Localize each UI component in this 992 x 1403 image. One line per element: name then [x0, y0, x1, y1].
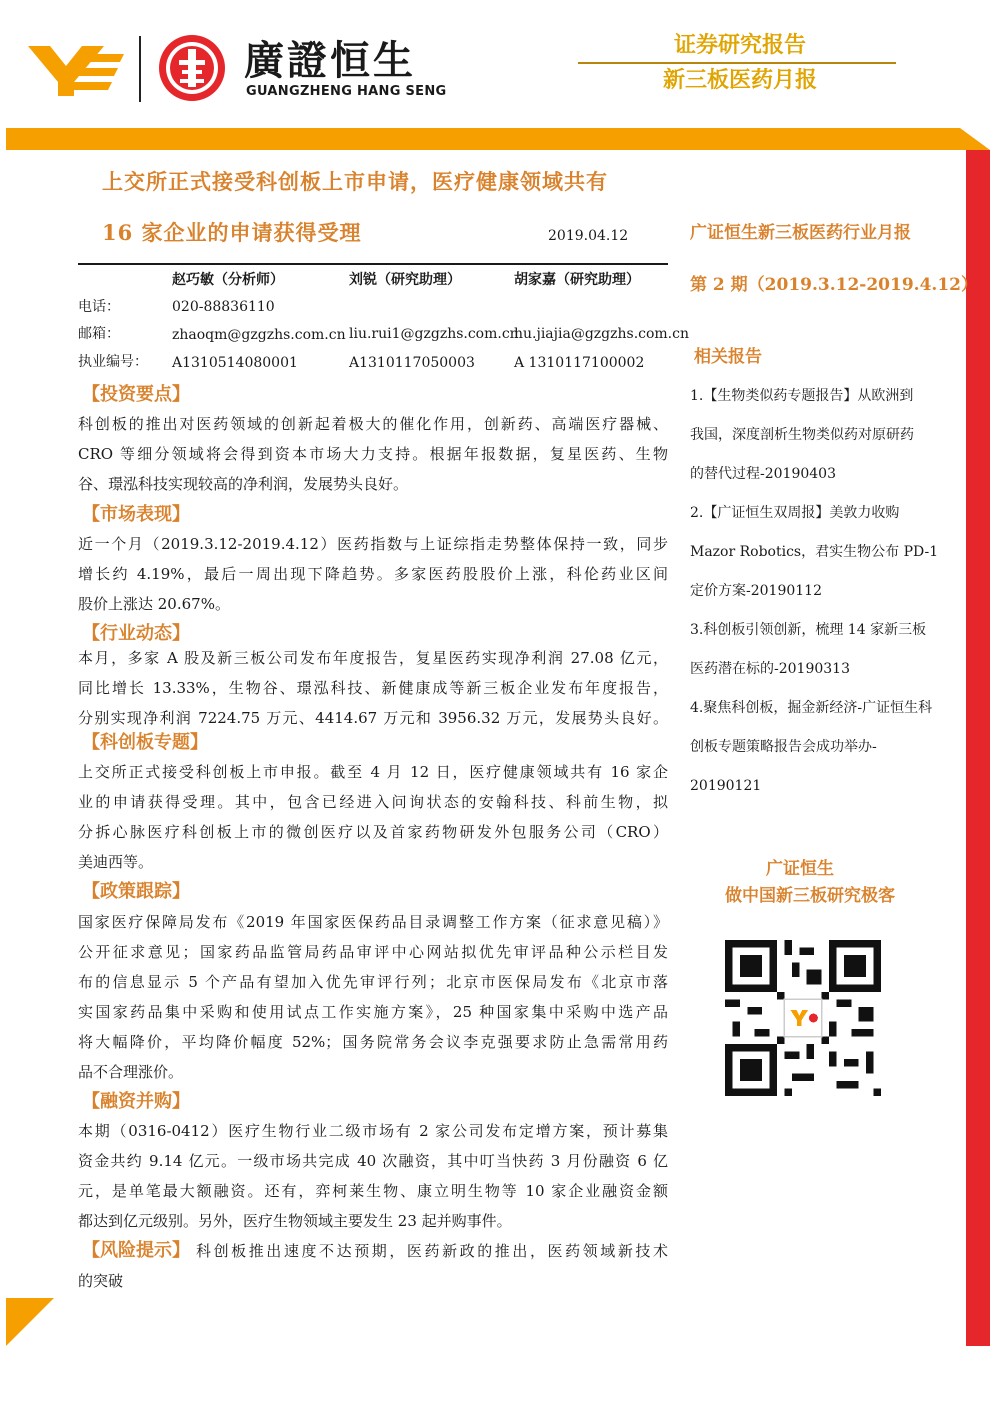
related-report-line[interactable]: 我国，深度剖析生物类似药对原研药	[690, 427, 914, 443]
section-line: 将大幅降价，平均降价幅度 52%；国务院常务会议李克强要求防止急需常用药	[78, 1033, 668, 1051]
series-divider	[578, 62, 896, 64]
related-report-line[interactable]: 医药潜在标的-20190313	[690, 661, 850, 677]
risk-line-2: 的突破	[78, 1272, 124, 1290]
section-line: 科创板的推出对医药领域的创新起着极大的催化作用，创新药、高端医疗器械、	[78, 415, 668, 433]
section-line: 谷、璟泓科技实现较高的净利润，发展势头良好。	[78, 475, 409, 493]
analyst-email-2[interactable]: liu.rui1@gzgzhs.com.cn	[349, 326, 519, 342]
section-line: 资金共约 9.14 亿元。一级市场共完成 40 次融资，其中叮当快药 3 月份融资 6 亿	[78, 1152, 668, 1170]
section-title-industry: 【行业动态】	[82, 623, 190, 644]
section-title-financing: 【融资并购】	[82, 1091, 190, 1112]
analyst-name-1: 赵巧敏（分析师）	[172, 272, 284, 288]
section-line: 业的申请获得受理。其中，包含已经进入问询状态的安翰科技、科前生物，拟	[78, 793, 668, 811]
slogan-tagline: 做中国新三板研究极客	[725, 886, 895, 906]
related-report-line[interactable]: Mazor Robotics，君实生物公布 PD-1	[690, 544, 939, 560]
brand-name-en: GUANGZHENG HANG SENG	[246, 84, 447, 99]
gzhs-seal-icon	[158, 34, 226, 102]
analyst-phone-1: 020-88836110	[172, 299, 275, 315]
related-report-line[interactable]: 的替代过程-20190403	[690, 466, 836, 482]
label-phone: 电话：	[78, 299, 120, 315]
sidebar-report-title: 广证恒生新三板医药行业月报	[690, 223, 911, 243]
section-line: 增长约 4.19%，最后一周出现下降趋势。多家医药股股价上涨，科伦药业区间	[78, 565, 668, 583]
section-line: 分别实现净利润 7224.75 万元、4414.67 万元和 3956.32 万元，发展势头良好。	[78, 709, 668, 727]
section-title-risk: 【风险提示】	[82, 1240, 190, 1261]
top-orange-bar	[6, 128, 990, 150]
section-line: 本期（0316-0412）医疗生物行业二级市场有 2 家公司发布定增方案，预计募集	[78, 1122, 668, 1140]
headline-line-1: 上交所正式接受科创板上市申请，医疗健康领域共有	[102, 169, 608, 194]
section-line: 元，是单笔最大额融资。还有，弈柯莱生物、康立明生物等 10 家企业融资金额	[78, 1182, 668, 1200]
risk-line-1: 科创板推出速度不达预期，医药新政的推出，医药领域新技术	[196, 1242, 668, 1260]
series-title: 证券研究报告	[673, 33, 806, 58]
ye-logo-icon	[28, 40, 124, 96]
section-line: 国家医疗保障局发布《2019 年国家医保药品目录调整工作方案（征求意见稿）》	[78, 913, 668, 931]
section-line: 实国家药品集中采购和使用试点工作实施方案》，25 种国家集中采购中选产品	[78, 1003, 668, 1021]
analyst-name-2: 刘锐（研究助理）	[349, 272, 461, 288]
section-title-star-market: 【科创板专题】	[82, 732, 208, 753]
label-license: 执业编号：	[78, 354, 148, 370]
section-line: 美迪西等。	[78, 853, 154, 871]
section-line: 近一个月（2019.3.12-2019.4.12）医药指数与上证综指走势整体保持一致，同步	[78, 535, 668, 553]
related-report-line[interactable]: 创板专题策略报告会成功举办-	[690, 739, 877, 755]
logo-divider	[139, 36, 141, 102]
related-report-line[interactable]: 1.【生物类似药专题报告】从欧洲到	[690, 388, 914, 404]
section-line: 本月，多家 A 股及新三板公司发布年度报告，复星医药实现净利润 27.08 亿元，	[78, 649, 668, 667]
analyst-license-3: A 1310117100002	[514, 355, 645, 371]
section-line: CRO 等细分领域将会得到资本市场大力支持。根据年报数据，复星医药、生物	[78, 445, 668, 463]
sidebar-issue: 第 2 期（2019.3.12-2019.4.12）	[690, 275, 978, 295]
headline-line-2: 16 家企业的申请获得受理	[102, 220, 362, 245]
section-line: 布的信息显示 5 个产品有望加入优先审评行列；北京市医保局发布《北京市落	[78, 973, 668, 991]
analyst-license-1: A1310514080001	[172, 355, 298, 371]
sidebar-related-title: 相关报告	[694, 347, 762, 367]
series-subtitle: 新三板医药月报	[662, 68, 817, 93]
right-red-bar	[966, 150, 990, 1346]
related-report-line[interactable]: 20190121	[690, 778, 762, 794]
related-report-line[interactable]: 3.科创板引领创新，梳理 14 家新三板	[690, 622, 927, 638]
analyst-email-1[interactable]: zhaoqm@gzgzhs.com.cn	[172, 327, 346, 343]
section-title-market: 【市场表现】	[82, 504, 190, 525]
section-title-policy: 【政策跟踪】	[82, 881, 190, 902]
section-line: 分拆心脉医疗科创板上市的微创医疗以及首家药物研发外包服务公司（CRO）	[78, 823, 668, 841]
related-report-line[interactable]: 定价方案-20190112	[690, 583, 822, 599]
section-line: 同比增长 13.33%，生物谷、璟泓科技、新健康成等新三板企业发布年度报告，	[78, 679, 668, 697]
corner-triangle	[6, 1298, 54, 1346]
section-line: 公开征求意见；国家药品监管局药品审评中心网站拟优先审评品种公示栏目发	[78, 943, 668, 961]
report-date: 2019.04.12	[548, 228, 629, 244]
related-report-line[interactable]: 2.【广证恒生双周报】美敦力收购	[690, 505, 900, 521]
related-report-line[interactable]: 4.聚焦科创板，掘金新经济-广证恒生科	[690, 700, 933, 716]
top-bar-notch	[960, 128, 990, 150]
qr-code-icon[interactable]	[718, 940, 888, 1096]
analyst-license-2: A1310117050003	[349, 355, 475, 371]
section-line: 都达到亿元级别。另外，医疗生物领域主要发生 23 起并购事件。	[78, 1212, 512, 1230]
brand-name-cn: 廣證恒生	[244, 38, 416, 84]
section-title-highlights: 【投资要点】	[82, 384, 190, 405]
section-line: 品不合理涨价。	[78, 1063, 184, 1081]
section-line: 股价上涨达 20.67%。	[78, 595, 230, 613]
slogan-brand: 广证恒生	[766, 859, 834, 879]
analyst-email-3[interactable]: hu.jiajia@gzgzhs.com.cn	[514, 326, 689, 342]
analyst-name-3: 胡家嘉（研究助理）	[514, 272, 640, 288]
headline-rule	[78, 263, 668, 265]
label-email: 邮箱：	[78, 326, 120, 342]
section-line: 上交所正式接受科创板上市申报。截至 4 月 12 日，医疗健康领域共有 16 家企	[78, 763, 668, 781]
